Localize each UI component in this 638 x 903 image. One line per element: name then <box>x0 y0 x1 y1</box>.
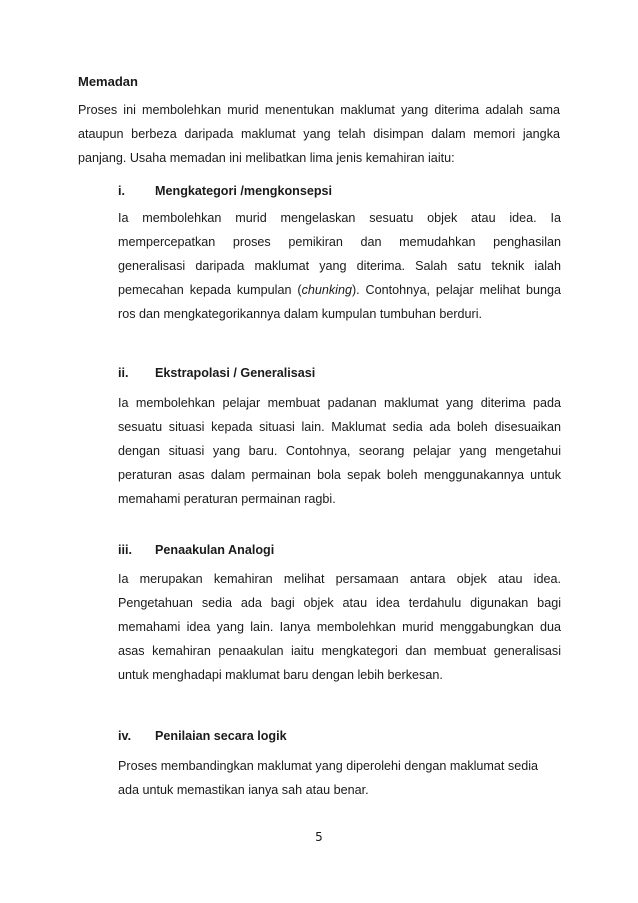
subsection-body-3: Ia merupakan kemahiran melihat persamaan antara objek atau idea. Pengetahuan sedia ada bagi objek atau idea terdahulu digunakan bagi memahami idea yang lain. Ianya membolehkan murid menggabungkan dua asas kemahiran penaakulan iaitu mengkategori dan membuat generalisasi untuk menghadapi maklumat baru dengan lebih berkesan. <box>118 572 561 682</box>
subsection-body-4: Proses membandingkan maklumat yang diperolehi dengan maklumat sedia ada untuk memastikan ianya sah atau benar. <box>118 759 539 797</box>
section-heading: Memadan <box>78 74 138 89</box>
italic-term: chunking <box>301 283 352 297</box>
subsection-body-1 <box>118 206 561 326</box>
subsection-number: iv. <box>118 729 132 743</box>
subsection-title: Ekstrapolasi / Generalisasi <box>155 366 316 380</box>
subsection-number: ii. <box>118 366 129 380</box>
subsection-title: Penilaian secara logik <box>155 729 287 743</box>
subsection-heading-2 <box>118 366 315 380</box>
subsection-number: i. <box>118 184 125 198</box>
page-number: 5 <box>315 830 323 844</box>
subsection-heading-1 <box>118 184 332 198</box>
intro-paragraph: Proses ini membolehkan murid menentukan maklumat yang diterima adalah sama ataupun berbeza daripada maklumat yang telah disimpan dalam memori jangka panjang. Usaha memadan ini melibatkan lima jenis kemahiran iaitu: <box>78 103 560 165</box>
subsection-heading-3 <box>118 543 274 557</box>
subsection-body-2: Ia membolehkan pelajar membuat padanan maklumat yang diterima pada sesuatu situasi kepada situasi lain. Maklumat sedia ada boleh disesuaikan dengan situasi yang baru. Contohnya, seorang pelajar yang mengetahui peraturan asas dalam permainan bola sepak boleh menggunakannya untuk memahami peraturan permainan ragbi. <box>118 396 561 506</box>
subsection-title: Penaakulan Analogi <box>155 543 275 557</box>
subsection-title: Mengkategori /mengkonsepsi <box>155 184 333 198</box>
subsection-number: iii. <box>118 543 132 557</box>
body-text: ). Contohnya, pelajar melihat bunga ros dan mengkategorikannya dalam kumpulan tumbuhan berduri. <box>118 283 562 321</box>
body-text: Ia membolehkan murid mengelaskan sesuatu objek atau idea. Ia mempercepatkan proses pemikiran dan memudahkan penghasilan generalisasi daripada maklumat yang diterima. Salah satu teknik ialah pemecahan kepada kumpulan ( <box>118 211 561 297</box>
subsection-heading-4 <box>118 729 287 743</box>
